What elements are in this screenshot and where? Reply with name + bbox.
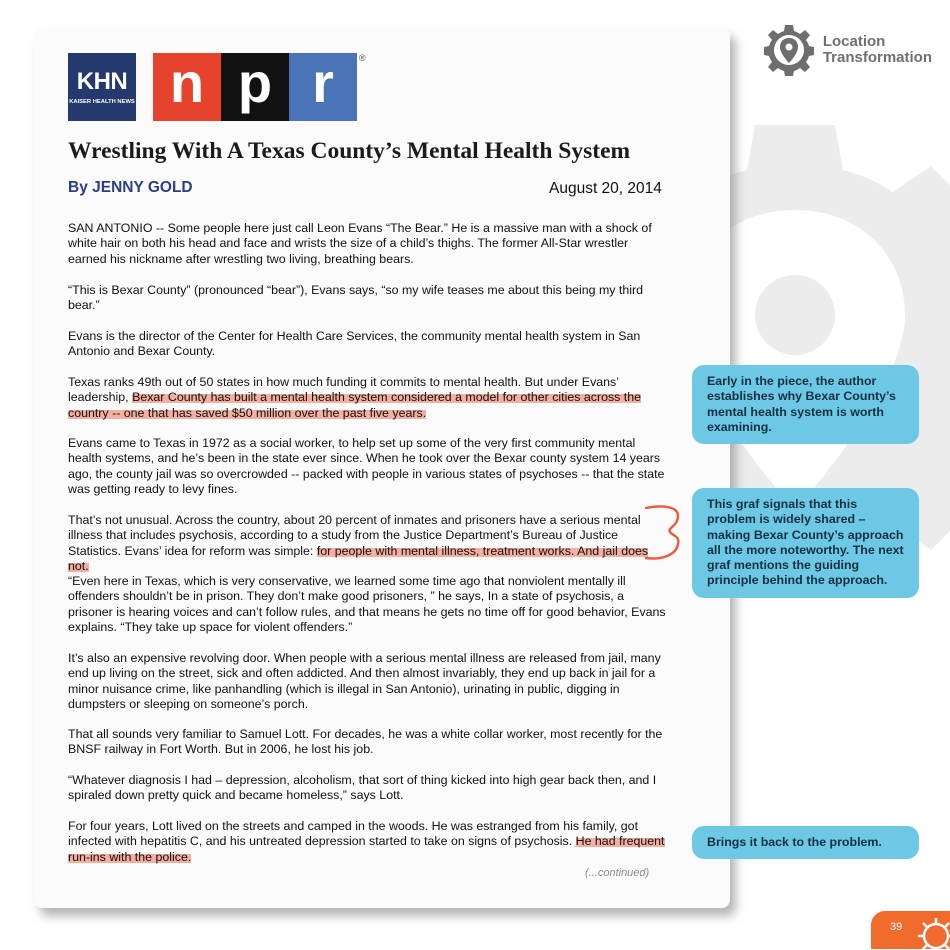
registered-mark: ®	[359, 53, 366, 63]
byline: By JENNY GOLD	[68, 179, 193, 196]
article-paragraph: Evans came to Texas in 1972 as a social worker, to help set up some of the very first community mental health systems, and he’s been in the state ever since. When he took over the Bexar county system 14 years ago, the county jail was so overcrowded -- packed with people in various states of psychoses -- that the state was getting ready to levy fines.	[68, 436, 665, 497]
article-paragraph: SAN ANTONIO -- Some people here just call Leon Evans “The Bear.” He is a massive man with a shock of white hair on both his head and face and wrists the size of a child’s thighs. The former All-Star wrestler earned his nickname after wrestling two living, breathing bears.	[68, 221, 652, 266]
brand-line-2: Transformation	[822, 49, 932, 66]
callout-note-2: This graf signals that this problem is widely shared – making Bexar County’s approach all the more noteworthy. The next graf mentions the guiding principle behind the approach.	[692, 488, 919, 598]
article-paragraph: It’s also an expensive revolving door. When people with a serious mental illness are released from jail, many end up living on the street, sick and often addicted. And then almost invariably, they end up back in jail for a minor nuisance crime, like panhandling (which is illegal in San Antonio), urinating in public, digging in dumpsters or sleeping on someone’s porch.	[68, 651, 661, 712]
brand-line-1: Location	[822, 33, 886, 50]
gear-location-pin-icon	[763, 24, 815, 76]
article-date: August 20, 2014	[549, 180, 662, 197]
page-gear-icon	[906, 906, 950, 950]
article-title: Wrestling With A Texas County’s Mental Health System	[68, 138, 631, 164]
npr-letter-r: r	[289, 53, 357, 121]
article-paragraph: “Even here in Texas, which is very conservative, we learned some time ago that nonviolent mentally ill offenders shouldn’t be in prison. They don’t make good prisoners, ” he says, In a state of psychosis, a prisoner is hearing voices and can’t follow rules, and that means he gets no time off for good behavior, Evans explains. “They take up space for violent offenders.”	[68, 574, 666, 635]
article-paragraph: “Whatever diagnosis I had – depression, alcoholism, that sort of thing kicked into high gear back then, and I spiraled down pretty quick and became homeless,” says Lott.	[68, 773, 657, 803]
callout-note-1: Early in the piece, the author establishes why Bexar County’s mental health system is worth examining.	[692, 365, 919, 444]
highlighted-text: for people with mental illness, treatment works. And jail does not.	[68, 543, 649, 574]
highlighted-text: Bexar County has built a mental health system considered a model for other cities across the country -- one that has saved $50 million over the past five years.	[68, 390, 642, 420]
highlighted-text: He had frequent run-ins with the police.	[68, 834, 665, 864]
callout-note-3: Brings it back to the problem.	[692, 826, 919, 859]
brand-header	[763, 24, 932, 76]
npr-letter-n: n	[153, 53, 221, 121]
npr-logo	[153, 53, 357, 121]
khn-logo-text: KHN	[76, 68, 128, 95]
article-paragraph: Texas ranks 49th out of 50 states in how much funding it commits to mental health. But under Evans’ leadership, Bexar County has built a mental health system considered a model for other cities across the country -- one that has saved $50 million over the past five years.	[68, 375, 642, 420]
brace-annotation	[640, 502, 688, 564]
khn-logo	[68, 53, 136, 121]
article-paragraph: That’s not unusual. Across the country, about 20 percent of inmates and prisoners have a serious mental illness that includes psychosis, according to a study from the Justice Department’s Bureau of Justice Statistics. Evans’ idea for reform was simple: for people with mental illness, treatment works. And jail does not.	[68, 513, 649, 574]
article-paragraph: That all sounds very familiar to Samuel Lott. For decades, he was a white collar worker, most recently for the BNSF railway in Fort Worth. But in 2006, he lost his job.	[68, 727, 663, 757]
npr-letter-p: p	[221, 53, 289, 121]
page-number: 39	[871, 911, 950, 949]
article-paragraph: Evans is the director of the Center for Health Care Services, the community mental health system in San Antonio and Bexar County.	[68, 329, 641, 359]
continued-label: (...continued)	[585, 867, 650, 879]
article-paragraph: For four years, Lott lived on the streets and camped in the woods. He was estranged from his family, got infected with hepatitis C, and his untreated depression started to take on signs of psychosis. He had frequent run-ins with the police.	[68, 819, 665, 864]
khn-logo-subtext: KAISER HEALTH NEWS	[69, 99, 135, 105]
article-paragraph: “This is Bexar County” (pronounced “bear”), Evans says, “so my wife teases me about this being my third bear.”	[68, 283, 644, 313]
